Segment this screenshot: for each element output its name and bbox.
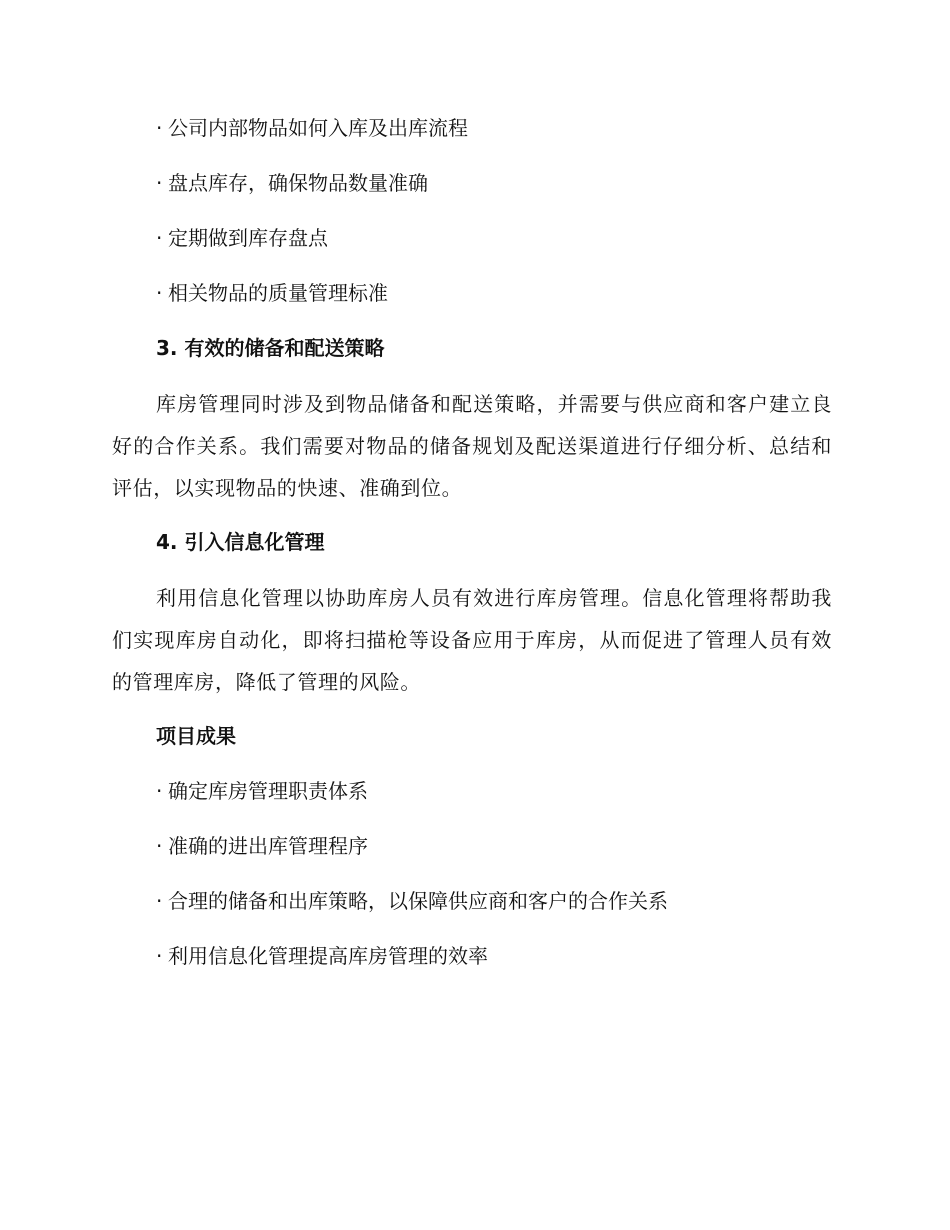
bullet-dot: ·: [156, 116, 163, 140]
list-item-text: 盘点库存，确保物品数量准确: [168, 171, 428, 195]
list-item: [112, 163, 832, 203]
list-item: [112, 108, 832, 148]
list-item-text: 公司内部物品如何入库及出库流程: [168, 116, 468, 140]
list-item-text: 相关物品的质量管理标准: [168, 281, 388, 305]
list-item-text: 定期做到库存盘点: [168, 226, 328, 250]
bullet-dot: ·: [156, 889, 163, 913]
list-item: [112, 881, 832, 921]
list-item-text: 准确的进出库管理程序: [168, 834, 368, 858]
section-4-paragraph: 利用信息化管理以协助库房人员有效进行库房管理。信息化管理将帮助我们实现库房自动化，即将扫描枪等设备应用于库房，从而促进了管理人员有效的管理库房，降低了管理的风险。: [112, 586, 832, 694]
list-item-text: 合理的储备和出库策略，以保障供应商和客户的合作关系: [168, 889, 668, 913]
list-item: [112, 218, 832, 258]
list-item: [112, 273, 832, 313]
bullet-dot: ·: [156, 171, 163, 195]
bullet-dot: ·: [156, 834, 163, 858]
bullet-dot: ·: [156, 779, 163, 803]
bullet-dot: ·: [156, 281, 163, 305]
list-item-text: 利用信息化管理提高库房管理的效率: [168, 944, 488, 968]
results-heading: 项目成果: [156, 724, 236, 748]
list-item: [112, 936, 832, 976]
bullet-dot: ·: [156, 944, 163, 968]
list-item: [112, 826, 832, 866]
bullet-dot: ·: [156, 226, 163, 250]
section-3-heading: 3. 有效的储备和配送策略: [156, 336, 385, 360]
section-4-heading: 4. 引入信息化管理: [156, 530, 325, 554]
document-content: [112, 108, 832, 991]
section-3-paragraph: 库房管理同时涉及到物品储备和配送策略，并需要与供应商和客户建立良好的合作关系。我们需要对物品的储备规划及配送渠道进行仔细分析、总结和评估，以实现物品的快速、准确到位。: [112, 392, 832, 500]
list-item: [112, 771, 832, 811]
list-item-text: 确定库房管理职责体系: [168, 779, 368, 803]
